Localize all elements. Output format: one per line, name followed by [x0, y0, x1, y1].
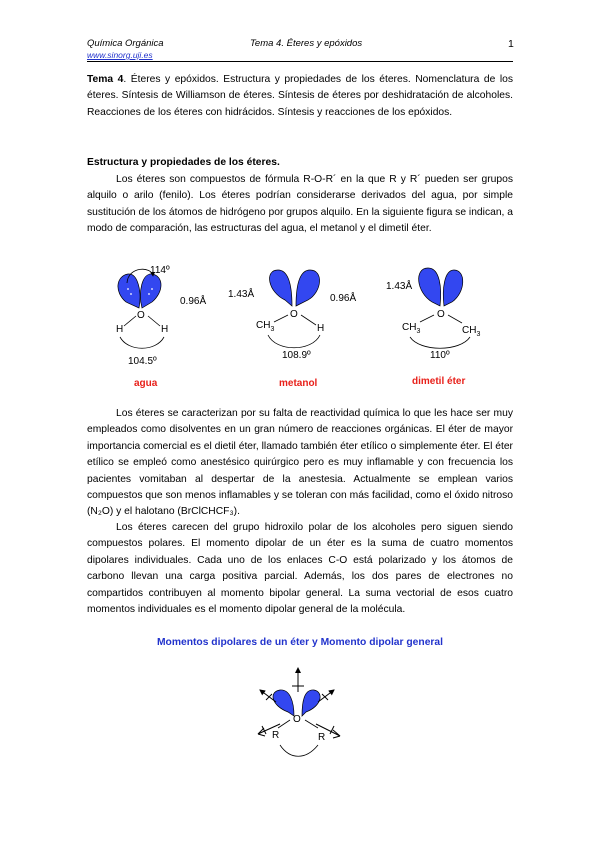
methanol-structure — [228, 270, 356, 361]
water-bond-length: 0.96Å — [180, 296, 207, 307]
intro-label: Tema 4 — [87, 74, 124, 85]
dipole-r-right: R — [318, 732, 326, 743]
label-methanol: metanol — [279, 378, 318, 389]
methanol-angle-arc — [268, 335, 320, 348]
water-angle-arc-bottom — [120, 337, 164, 348]
intro-paragraph — [87, 72, 513, 121]
methanol-lone-pair-right — [296, 270, 320, 306]
methanol-bond-length-left: 1.43Å — [228, 289, 255, 300]
water-lone-pair-right — [140, 274, 161, 308]
ether-oxygen: O — [437, 309, 445, 320]
water-structure — [116, 265, 206, 367]
water-angle-bottom: 104.5º — [128, 356, 157, 367]
label-dimethyl-ether: dimetil éter — [412, 376, 466, 387]
ether-angle-arc — [410, 337, 470, 348]
ether-lone-pair-right — [443, 270, 462, 306]
dipole-lone-pair-left — [273, 690, 294, 716]
water-lone-pair-left — [118, 274, 140, 308]
ether-bond-length: 1.43Å — [386, 281, 413, 292]
methanol-angle-bottom: 108.9º — [282, 350, 311, 361]
methanol-oxygen: O — [290, 309, 298, 320]
course-title: Química Orgánica — [87, 38, 164, 49]
dimethyl-ether-structure — [386, 268, 480, 361]
water-hydrogen-right: H — [161, 324, 169, 335]
paragraph-3: Los éteres carecen del grupo hidroxilo polar de los alcoholes pero siguen siendo compuestos polares. El momento dipolar de un éter es la suma de cuatro momentos dipolares individuales. Cada uno de los enlaces C-O está polarizado y los átomos de carbono llevan una carga positiva parcial. Además, los dos pares de electrones no compartidos contribuyen al momento bipolar general. La suma vectorial de esos cuatro momentos individuales es el momento dipolar general de la molécula. — [87, 522, 513, 616]
chapter-title: Tema 4. Éteres y epóxidos — [250, 38, 363, 49]
dipole-angle-arc — [280, 745, 318, 756]
intro-text: . Éteres y epóxidos. Estructura y propiedades de los éteres. Nomenclatura de los éteres. Síntesis de Williamson de éteres. Síntesis de éteres por deshidratación de alcoholes. Reacciones de los éteres con hidrácidos. Síntesis y reacciones de los epóxidos. — [87, 74, 513, 118]
methanol-lone-pair-left — [270, 270, 292, 306]
methanol-bond-length-right: 0.96Å — [330, 293, 357, 304]
dipole-oxygen: O — [293, 714, 301, 725]
methanol-methyl-group: $CH_3$ — [256, 320, 275, 333]
water-oxygen: O — [137, 310, 145, 321]
ether-angle-bottom: 110º — [430, 350, 450, 361]
water-hydrogen-left: H — [116, 324, 124, 335]
website-link[interactable]: www.sinorg.uji.es — [87, 50, 153, 60]
ether-methyl-left: $CH_3$ — [402, 322, 421, 335]
ether-lone-pair-left — [419, 268, 441, 306]
dipole-heading: Momentos dipolares de un éter y Momento dipolar general — [156, 637, 444, 648]
water-angle-top: 114º — [150, 265, 170, 276]
section-heading: Estructura y propiedades de los éteres. — [87, 157, 280, 168]
header-rule — [87, 61, 513, 62]
page-number: 1 — [508, 38, 514, 50]
paragraph-1: Los éteres son compuestos de fórmula R-O-R´ en la que R y R´ pueden ser grupos alquilo o arilo (fenilo). Los éteres podrían considerarse derivados del agua, por simple sustitución de los átomos de hidrógeno por grupos alquilo. En la siguiente figura se indican, a modo de comparación, las estructuras del agua, el metanol y el dimetil éter. — [87, 174, 513, 235]
ether-methyl-right: $CH_3$ — [462, 325, 481, 338]
methanol-hydrogen: H — [317, 323, 325, 334]
dipole-lone-pair-right — [302, 690, 320, 716]
dipole-moment-figure — [0, 660, 600, 780]
label-water: agua — [134, 378, 158, 389]
dipole-r-left: R — [272, 730, 280, 741]
paragraph-2: Los éteres se caracterizan por su falta de reactividad química lo que les hace ser muy empleados como disolventes en un gran número de reacciones orgánicas. El éter de mayor importancia comercial es el dietil éter, llamado también éter etílico o simplemente éter. El éter etílico se empleó como anestésico quirúrgico pero es muy inflamable y con frecuencia los pacientes vomitaban al despertar de la anestesia. Actualmente se emplean varios compuestos que son menos inflamables y se toleran con más facilidad, como el óxido nitroso (N₂O) y el halotano (BrClCHCF₃). — [87, 408, 513, 518]
